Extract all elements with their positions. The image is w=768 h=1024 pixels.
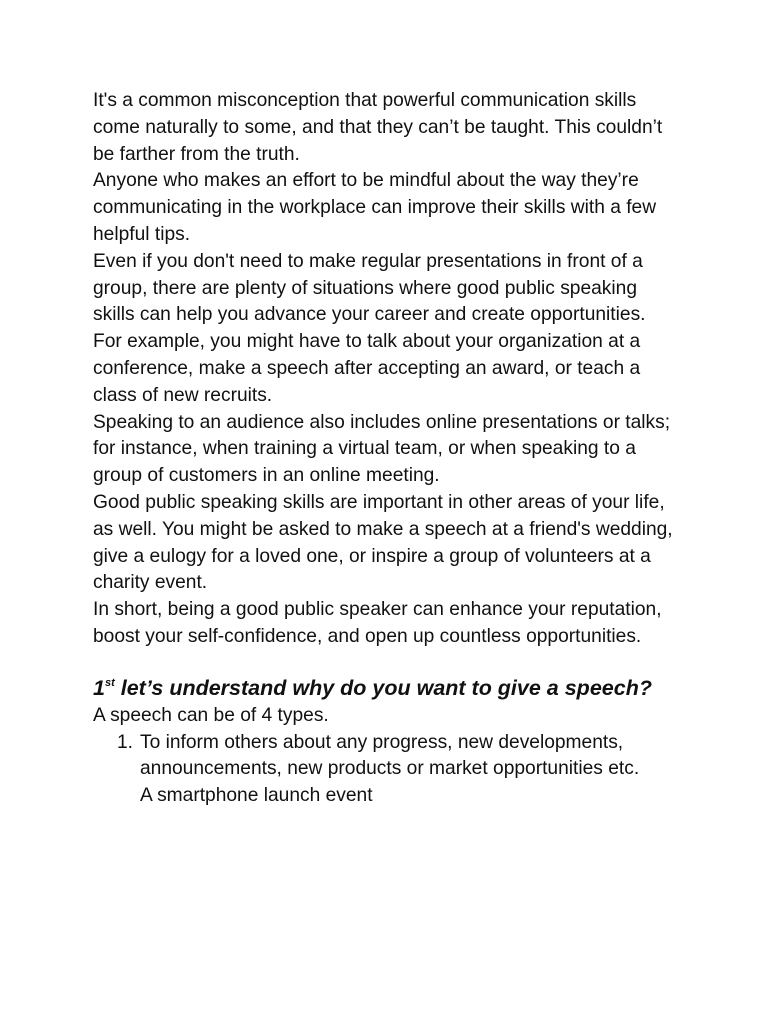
document-page — [93, 88, 683, 810]
paragraph-misconception: It's a common misconception that powerful communication skills come naturally to some, and that they can’t be taught. This couldn’t be farther from the truth. — [93, 90, 663, 165]
paragraph-mindful: Anyone who makes an effort to be mindful about the way they’re communicating in the workplace can improve their skills with a few helpful tips. — [93, 170, 657, 245]
heading-number: 1 — [93, 675, 105, 700]
list-item-text: To inform others about any progress, new developments, announcements, new products or market opportunities etc. — [140, 731, 640, 780]
list-item — [93, 730, 683, 810]
paragraph-example: For example, you might have to talk about your organization at a conference, make a speech after accepting an award, or teach a class of new recruits. — [93, 331, 641, 406]
paragraph-presentations: Even if you don't need to make regular presentations in front of a group, there are plenty of situations where good public speaking skills can help you advance your career and create opportunities. — [93, 250, 646, 326]
paragraph-other-areas: Good public speaking skills are important in other areas of your life, as well. You might be asked to make a speech at a friend's wedding, give a eulogy for a loved one, or inspire a group of volunteers at a charity event. — [93, 491, 673, 594]
speech-types-list — [93, 730, 683, 810]
heading-text: let’s understand why do you want to give a speech? — [114, 675, 652, 700]
types-intro: A speech can be of 4 types. — [93, 704, 329, 726]
paragraph-online: Speaking to an audience also includes online presentations or talks; for instance, when training a virtual team, or when speaking to a group of customers in an online meeting. — [93, 411, 671, 487]
heading-superscript: st — [104, 676, 115, 689]
section-heading — [93, 673, 683, 703]
list-item-number: 1. — [117, 731, 134, 753]
paragraph-summary: In short, being a good public speaker can enhance your reputation, boost your self-confidence, and open up countless opportunities. — [93, 599, 662, 647]
list-item-example: A smartphone launch event — [140, 785, 373, 807]
